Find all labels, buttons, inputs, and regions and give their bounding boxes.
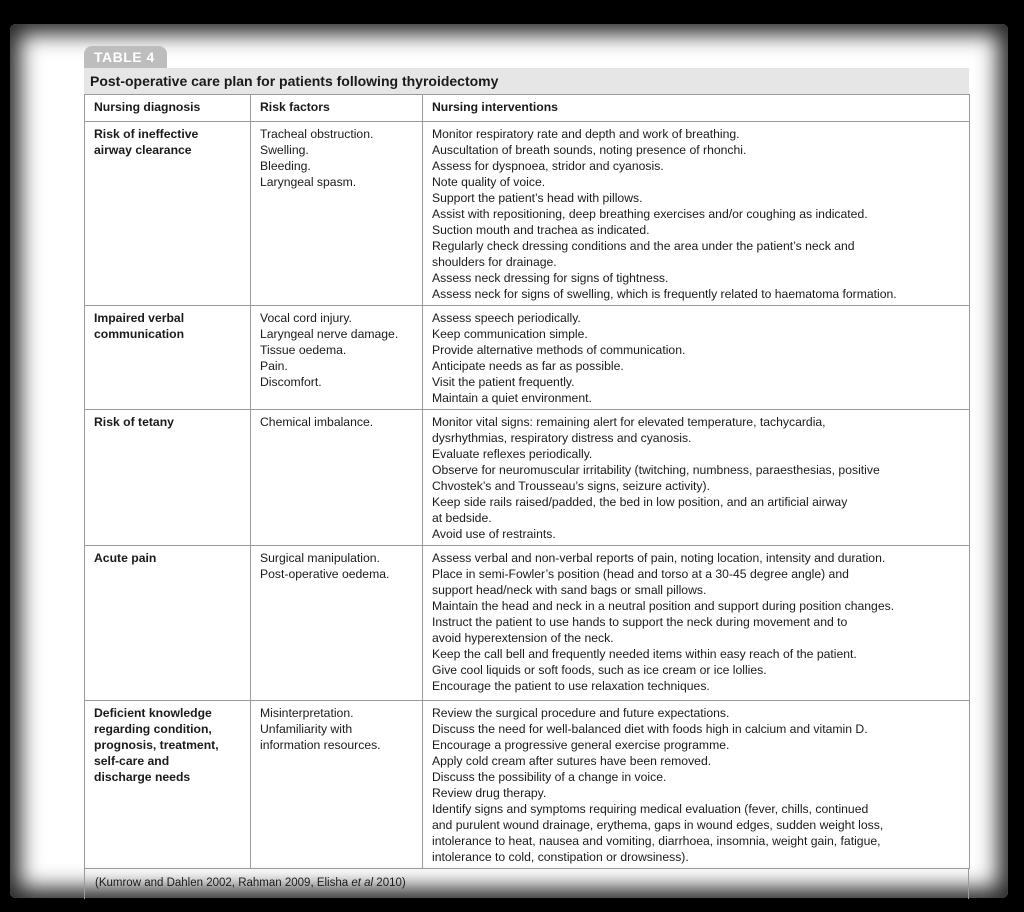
cell-line: Apply cold cream after sutures have been removed. [432, 754, 712, 768]
cell-line: Auscultation of breath sounds, noting presence of rhonchi. [432, 143, 747, 157]
cell-line: Suction mouth and trachea as indicated. [432, 223, 650, 237]
cell-line: Pain. [260, 359, 288, 373]
table-row [85, 306, 970, 410]
cell-line: Surgical manipulation. [260, 551, 380, 565]
diagnosis-cell [85, 122, 251, 306]
cell-line: support head/neck with sand bags or small pillows. [432, 583, 707, 597]
cell-line: avoid hyperextension of the neck. [432, 631, 614, 645]
table-source [84, 869, 969, 899]
interventions-cell [423, 546, 970, 701]
cell-line: Assess neck dressing for signs of tightness. [432, 271, 669, 285]
cell-line: Provide alternative methods of communication. [432, 343, 686, 357]
diagnosis-cell [85, 546, 251, 701]
cell-line: and purulent wound drainage, erythema, gaps in wound edges, sudden weight loss, [432, 818, 884, 832]
table-sheet [84, 46, 969, 899]
risk-factors-cell [251, 306, 423, 410]
cell-line: Vocal cord injury. [260, 311, 352, 325]
source-year: 2010) [373, 877, 406, 889]
cell-line: Identify signs and symptoms requiring medical evaluation (fever, chills, continued [432, 802, 869, 816]
cell-line: dysrhythmias, respiratory distress and cyanosis. [432, 431, 692, 445]
cell-line: intolerance to heat, nausea and vomiting, diarrhoea, insomnia, weight gain, fatigue, [432, 834, 881, 848]
cell-line: shoulders for drainage. [432, 255, 557, 269]
cell-line: Encourage a progressive general exercise programme. [432, 738, 730, 752]
table-row [85, 410, 970, 546]
cell-line: Encourage the patient to use relaxation techniques. [432, 679, 710, 693]
cell-line: regarding condition, [94, 722, 212, 736]
cell-line: Acute pain [94, 551, 157, 565]
header-nursing-diagnosis: Nursing diagnosis [85, 95, 251, 122]
cell-line: Discuss the need for well-balanced diet with foods high in calcium and vitamin D. [432, 722, 868, 736]
source-etal: et al [351, 877, 374, 889]
cell-line: Assess speech periodically. [432, 311, 581, 325]
cell-line: Discomfort. [260, 375, 322, 389]
cell-line: Observe for neuromuscular irritability (twitching, numbness, paraesthesias, positive [432, 463, 880, 477]
interventions-cell [423, 701, 970, 869]
cell-line: Support the patient’s head with pillows. [432, 191, 643, 205]
header-nursing-interventions: Nursing interventions [423, 95, 970, 122]
cell-line: Tissue oedema. [260, 343, 347, 357]
cell-line: intolerance to cold, constipation or drowsiness). [432, 850, 689, 864]
cell-line: discharge needs [94, 770, 191, 784]
table-row [85, 122, 970, 306]
cell-line: Impaired verbal [94, 311, 185, 325]
cell-line: Keep side rails raised/padded, the bed in low position, and an artificial airway [432, 495, 848, 509]
cell-line: Monitor respiratory rate and depth and work of breathing. [432, 127, 740, 141]
cell-line: airway clearance [94, 143, 192, 157]
care-plan-table [84, 94, 970, 869]
cell-line: information resources. [260, 738, 381, 752]
risk-factors-cell [251, 410, 423, 546]
cell-line: Regularly check dressing conditions and the area under the patient’s neck and [432, 239, 855, 253]
cell-line: Evaluate reflexes periodically. [432, 447, 593, 461]
interventions-cell [423, 306, 970, 410]
interventions-cell [423, 410, 970, 546]
cell-line: Maintain the head and neck in a neutral position and support during position changes. [432, 599, 895, 613]
cell-line: Anticipate needs as far as possible. [432, 359, 624, 373]
cell-line: Unfamiliarity with [260, 722, 353, 736]
cell-line: Chvostek’s and Trousseau’s signs, seizure activity). [432, 479, 710, 493]
source-text: (Kumrow and Dahlen 2002, Rahman 2009, Elisha [95, 877, 352, 889]
diagnosis-cell [85, 306, 251, 410]
cell-line: Assist with repositioning, deep breathing exercises and/or coughing as indicated. [432, 207, 868, 221]
cell-line: Avoid use of restraints. [432, 527, 556, 541]
cell-line: Review the surgical procedure and future expectations. [432, 706, 730, 720]
table-row [85, 546, 970, 701]
cell-line: Deficient knowledge [94, 706, 212, 720]
cell-line: Tracheal obstruction. [260, 127, 374, 141]
cell-line: Bleeding. [260, 159, 311, 173]
cell-line: Post-operative oedema. [260, 567, 390, 581]
header-risk-factors: Risk factors [251, 95, 423, 122]
cell-line: Assess neck for signs of swelling, which is frequently related to haematoma formation. [432, 287, 897, 301]
diagnosis-cell [85, 701, 251, 869]
table-row [85, 701, 970, 869]
cell-line: Assess verbal and non-verbal reports of pain, noting location, intensity and duration. [432, 551, 886, 565]
cell-line: Place in semi-Fowler’s position (head and torso at a 30-45 degree angle) and [432, 567, 849, 581]
cell-line: Note quality of voice. [432, 175, 546, 189]
cell-line: Instruct the patient to use hands to support the neck during movement and to [432, 615, 848, 629]
cell-line: Maintain a quiet environment. [432, 391, 592, 405]
cell-line: self-care and [94, 754, 170, 768]
cell-line: Risk of ineffective [94, 127, 199, 141]
cell-line: Laryngeal spasm. [260, 175, 357, 189]
cell-line: prognosis, treatment, [94, 738, 219, 752]
cell-line: at bedside. [432, 511, 492, 525]
diagnosis-cell [85, 410, 251, 546]
cell-line: Keep communication simple. [432, 327, 588, 341]
cell-line: communication [94, 327, 185, 341]
cell-line: Keep the call bell and frequently needed items within easy reach of the patient. [432, 647, 857, 661]
table-header-row [85, 95, 970, 122]
cell-line: Review drug therapy. [432, 786, 547, 800]
cell-line: Assess for dyspnoea, stridor and cyanosis. [432, 159, 664, 173]
cell-line: Chemical imbalance. [260, 415, 374, 429]
risk-factors-cell [251, 701, 423, 869]
cell-line: Laryngeal nerve damage. [260, 327, 399, 341]
cell-line: Misinterpretation. [260, 706, 354, 720]
cell-line: Discuss the possibility of a change in voice. [432, 770, 667, 784]
interventions-cell [423, 122, 970, 306]
cell-line: Give cool liquids or soft foods, such as ice cream or ice lollies. [432, 663, 767, 677]
table-title: Post-operative care plan for patients following thyroidectomy [84, 68, 969, 94]
risk-factors-cell [251, 546, 423, 701]
cell-line: Visit the patient frequently. [432, 375, 575, 389]
risk-factors-cell [251, 122, 423, 306]
cell-line: Swelling. [260, 143, 309, 157]
cell-line: Monitor vital signs: remaining alert for elevated temperature, tachycardia, [432, 415, 826, 429]
cell-line: Risk of tetany [94, 415, 174, 429]
table-tag: TABLE 4 [84, 46, 167, 68]
